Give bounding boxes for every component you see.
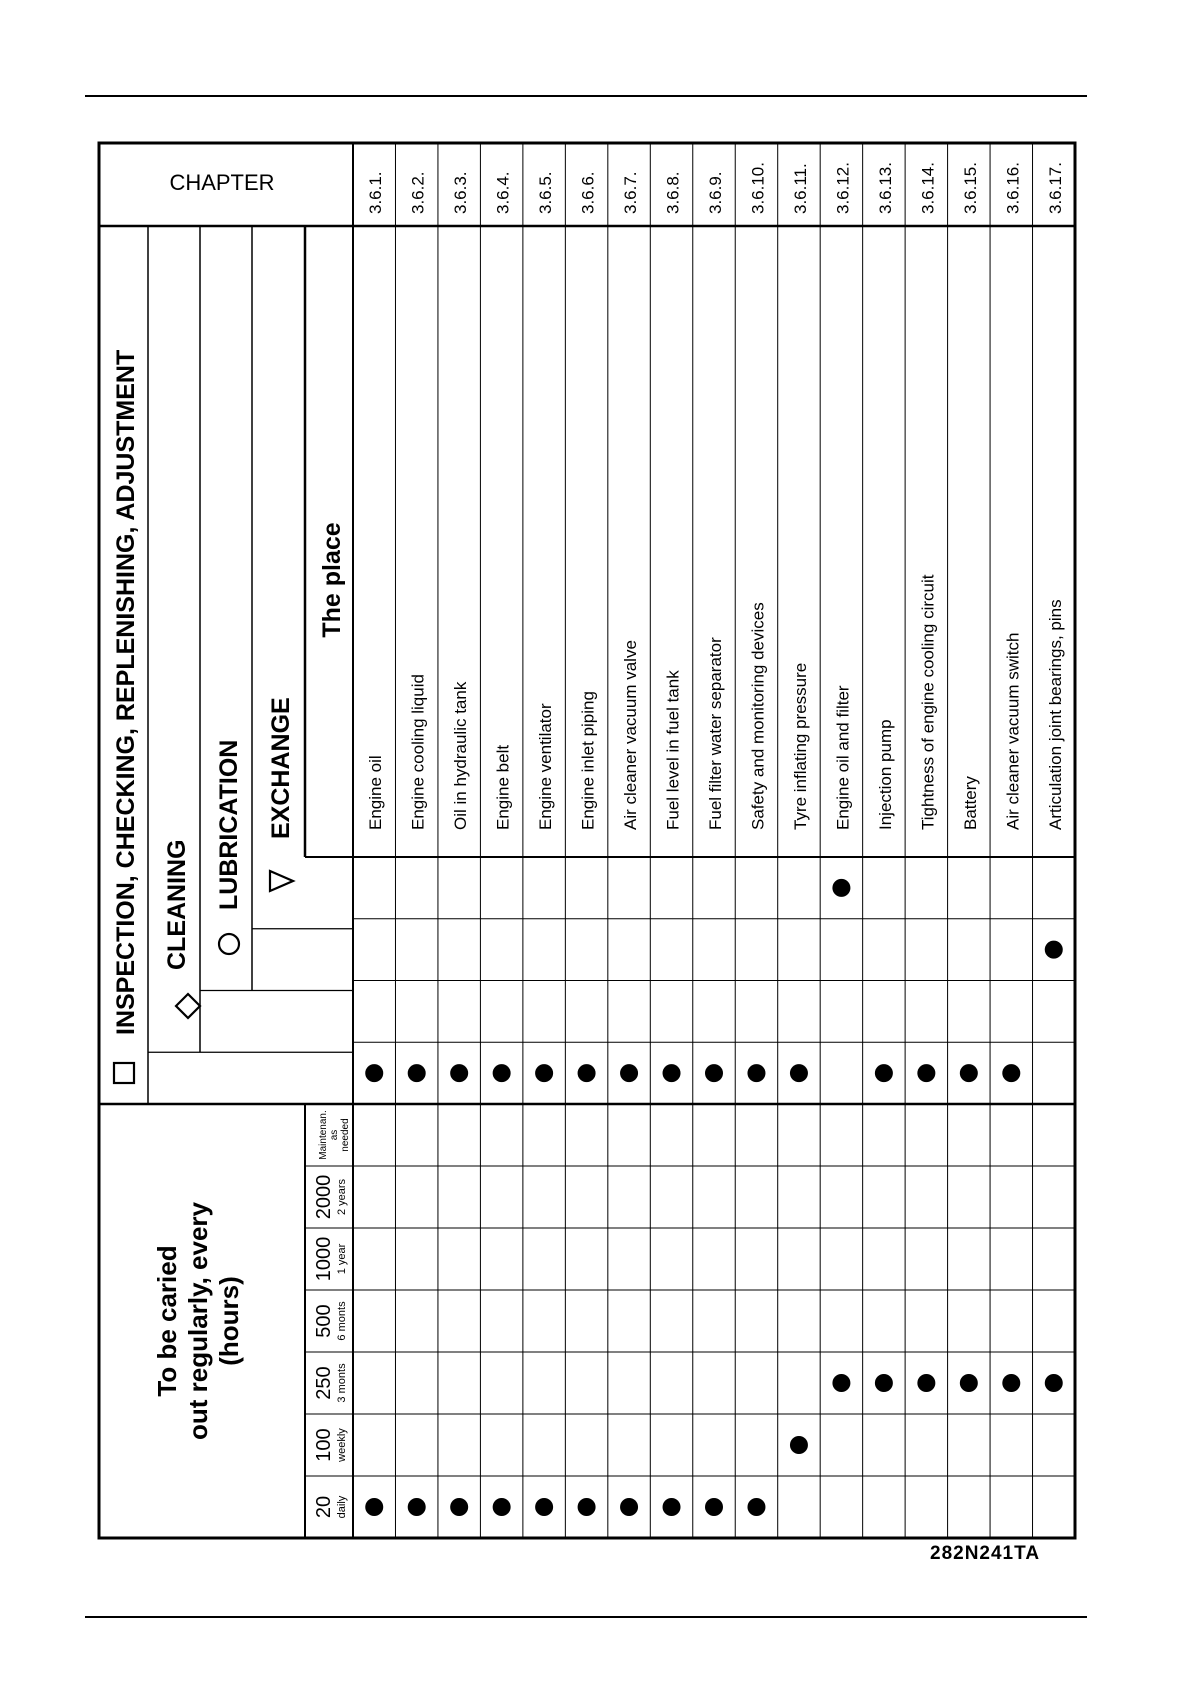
interval-header-line2: out regularly, every (183, 1202, 213, 1440)
interval-dot (790, 1436, 808, 1454)
place-header: The place (318, 522, 346, 638)
chapter-ref: 3.6.3. (451, 171, 471, 214)
interval-hours: 500 (313, 1304, 335, 1338)
operation-dot (705, 1064, 723, 1082)
interval-label: daily (336, 1495, 348, 1519)
header-lubrication: LUBRICATION (215, 739, 243, 910)
interval-hours: 100 (313, 1428, 335, 1462)
place-label: Engine belt (493, 744, 513, 830)
place-label: Articulation joint bearings, pins (1045, 599, 1065, 830)
interval-label: weekly (336, 1428, 348, 1462)
interval-dot (960, 1374, 978, 1392)
chapter-ref: 3.6.14. (918, 162, 938, 214)
chapter-ref: 3.6.8. (663, 171, 683, 214)
chapter-ref: 3.6.12. (833, 162, 853, 214)
header-exchange: EXCHANGE (267, 697, 295, 839)
place-label: Tightness of engine cooling circuit (918, 574, 938, 830)
operation-dot (408, 1064, 426, 1082)
place-label: Engine oil (366, 755, 386, 830)
interval-dot (875, 1374, 893, 1392)
place-label: Fuel filter water separator (706, 637, 725, 830)
interval-hours: 20 (313, 1495, 335, 1519)
interval-dot (705, 1498, 723, 1516)
operation-dot (450, 1064, 468, 1082)
header-cleaning: CLEANING (163, 839, 191, 970)
interval-label: needed (340, 1118, 351, 1152)
place-label: Air cleaner vacuum valve (621, 640, 641, 830)
place-label: Injection pump (875, 719, 895, 830)
chapter-ref: 3.6.4. (493, 171, 513, 214)
cleaning-diamond-icon (176, 994, 200, 1018)
place-label: Engine oil and filter (833, 685, 853, 830)
operation-dot (1002, 1064, 1020, 1082)
place-label: Battery (960, 776, 980, 830)
interval-label: as (329, 1129, 340, 1141)
interval-hours: 250 (313, 1366, 335, 1400)
chapter-ref: 3.6.7. (621, 171, 641, 214)
table-frame (99, 143, 1075, 1538)
operation-dot (535, 1064, 553, 1082)
interval-dot (620, 1498, 638, 1516)
interval-label: Maintenan. (318, 1110, 329, 1160)
chapter-ref: 3.6.5. (536, 171, 556, 214)
operation-dot (875, 1064, 893, 1082)
exchange-triangle-icon (270, 871, 293, 891)
operation-dot (578, 1064, 596, 1082)
place-label: Engine ventilator (536, 703, 556, 830)
chapter-ref: 3.6.11. (790, 163, 810, 214)
interval-label: 2 years (336, 1178, 348, 1216)
interval-hours: 1000 (313, 1236, 335, 1282)
interval-label: 3 monts (336, 1363, 348, 1403)
interval-dot (917, 1374, 935, 1392)
interval-dot (832, 1374, 850, 1392)
chapter-ref: 3.6.10. (748, 162, 768, 214)
place-label: Air cleaner vacuum switch (1003, 632, 1023, 830)
place-label: Fuel level in fuel tank (663, 670, 683, 830)
interval-dot (1045, 1374, 1063, 1392)
operation-dot (365, 1064, 383, 1082)
place-label: Safety and monitoring devices (748, 602, 768, 830)
interval-label: 6 monts (336, 1301, 348, 1341)
chapter-header: CHAPTER (169, 170, 275, 195)
chapter-ref: 3.6.1. (366, 171, 386, 214)
operation-dot (832, 879, 850, 897)
interval-dot (408, 1498, 426, 1516)
interval-hours: 2000 (313, 1174, 335, 1220)
chapter-ref: 3.6.15. (960, 162, 980, 214)
interval-label: 1 year (336, 1243, 348, 1275)
header-title: INSPECTION, CHECKING, REPLENISHING, ADJUSTMENT (112, 349, 140, 1035)
place-label: Tyre inflating pressure (790, 662, 810, 830)
operation-dot (790, 1064, 808, 1082)
interval-dot (493, 1498, 511, 1516)
operation-dot (620, 1064, 638, 1082)
chapter-ref: 3.6.16. (1003, 162, 1023, 214)
chapter-ref: 3.6.6. (578, 171, 598, 214)
interval-dot (578, 1498, 596, 1516)
operation-dot (493, 1064, 511, 1082)
place-label: Engine inlet piping (578, 691, 598, 830)
operation-dot (917, 1064, 935, 1082)
place-label: Oil in hydraulic tank (451, 681, 471, 830)
lubrication-circle-icon (219, 934, 239, 954)
interval-dot (535, 1498, 553, 1516)
chapter-ref: 3.6.17. (1045, 162, 1065, 214)
operation-dot (1045, 941, 1063, 959)
interval-dot (1002, 1374, 1020, 1392)
chapter-ref: 3.6.13. (875, 162, 895, 214)
interval-dot (450, 1498, 468, 1516)
interval-header-line3: (hours) (214, 1276, 244, 1366)
chapter-ref: 3.6.9. (706, 171, 725, 214)
operation-dot (747, 1064, 765, 1082)
operation-dot (960, 1064, 978, 1082)
place-label: Engine cooling liquid (408, 674, 428, 830)
interval-dot (365, 1498, 383, 1516)
operation-dot (663, 1064, 681, 1082)
chapter-ref: 3.6.2. (408, 171, 428, 214)
interval-header-line1: To be caried (152, 1245, 182, 1397)
interval-dot (663, 1498, 681, 1516)
reference-code: 282N241TA (930, 1543, 1041, 1564)
inspection-square-icon (114, 1063, 134, 1083)
interval-dot (747, 1498, 765, 1516)
